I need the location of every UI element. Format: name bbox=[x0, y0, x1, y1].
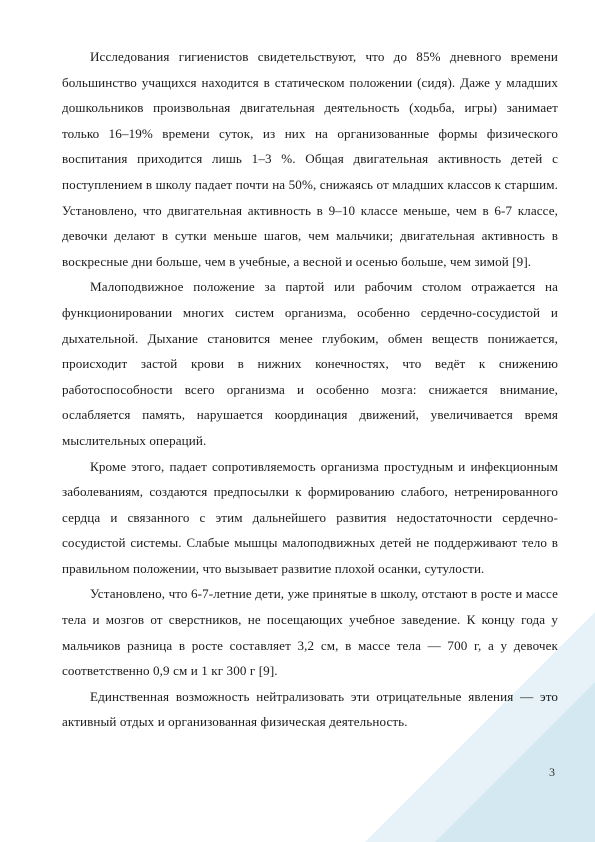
body-text bbox=[62, 44, 558, 735]
paragraph-2: Малоподвижное положение за партой или рабочим столом отражается на функционировании многих систем организма, особенно сердечно-сосудистой и дыхательной. Дыхание становится менее глубоким, обмен веществ понижается, происходит застой крови в нижних конечностях, что ведёт к снижению работоспособности всего организма и особенно мозга: снижается внимание, ослабляется память, нарушается координация движений, увеличивается время мыслительных операций. bbox=[62, 279, 558, 448]
paragraph-4: Установлено, что 6-7-летние дети, уже принятые в школу, отстают в росте и массе тела и мозгов от сверстников, не посещающих учебное заведение. К концу года у мальчиков разница в росте составляет 3,2 см, в массе тела — 700 г, а у девочек соответственно 0,9 см и 1 кг 300 г [9]. bbox=[62, 586, 558, 679]
paragraph-5: Единственная возможность нейтрализовать эти отрицательные явления — это активный отдых и организованная физическая деятельность. bbox=[62, 688, 558, 730]
paragraph-3: Кроме этого, падает сопротивляемость организма простудным и инфекционным заболеваниям, создаются предпосылки к формированию слабого, нетренированного сердца и связанного с этим дальнейшего развития недостаточности сердечно-сосудистой системы. Слабые мышцы малоподвижных детей не поддерживают тело в правильном положении, что вызывает развитие плохой осанки, сутулости. bbox=[62, 458, 558, 576]
paragraph-1: Исследования гигиенистов свидетельствуют, что до 85% дневного времени большинство учащихся находится в статическом положении (сидя). Даже у младших дошкольников произвольная двигательная деятельность (ходьба, игры) занимает только 16–19% времени суток, из них на организованные формы физического воспитания приходится лишь 1–3 %. Общая двигательная активность детей с поступлением в школу падает почти на 50%, снижаясь от младших классов к старшим. Установлено, что двигательная активность в 9–10 классе меньше, чем в 6-7 классе, девочки делают в сутки меньше шагов, чем мальчики; двигательная активность в воскресные дни больше, чем в учебные, а весной и осенью больше, чем зимой [9]. bbox=[62, 49, 558, 269]
page-number: 3 bbox=[549, 765, 555, 779]
